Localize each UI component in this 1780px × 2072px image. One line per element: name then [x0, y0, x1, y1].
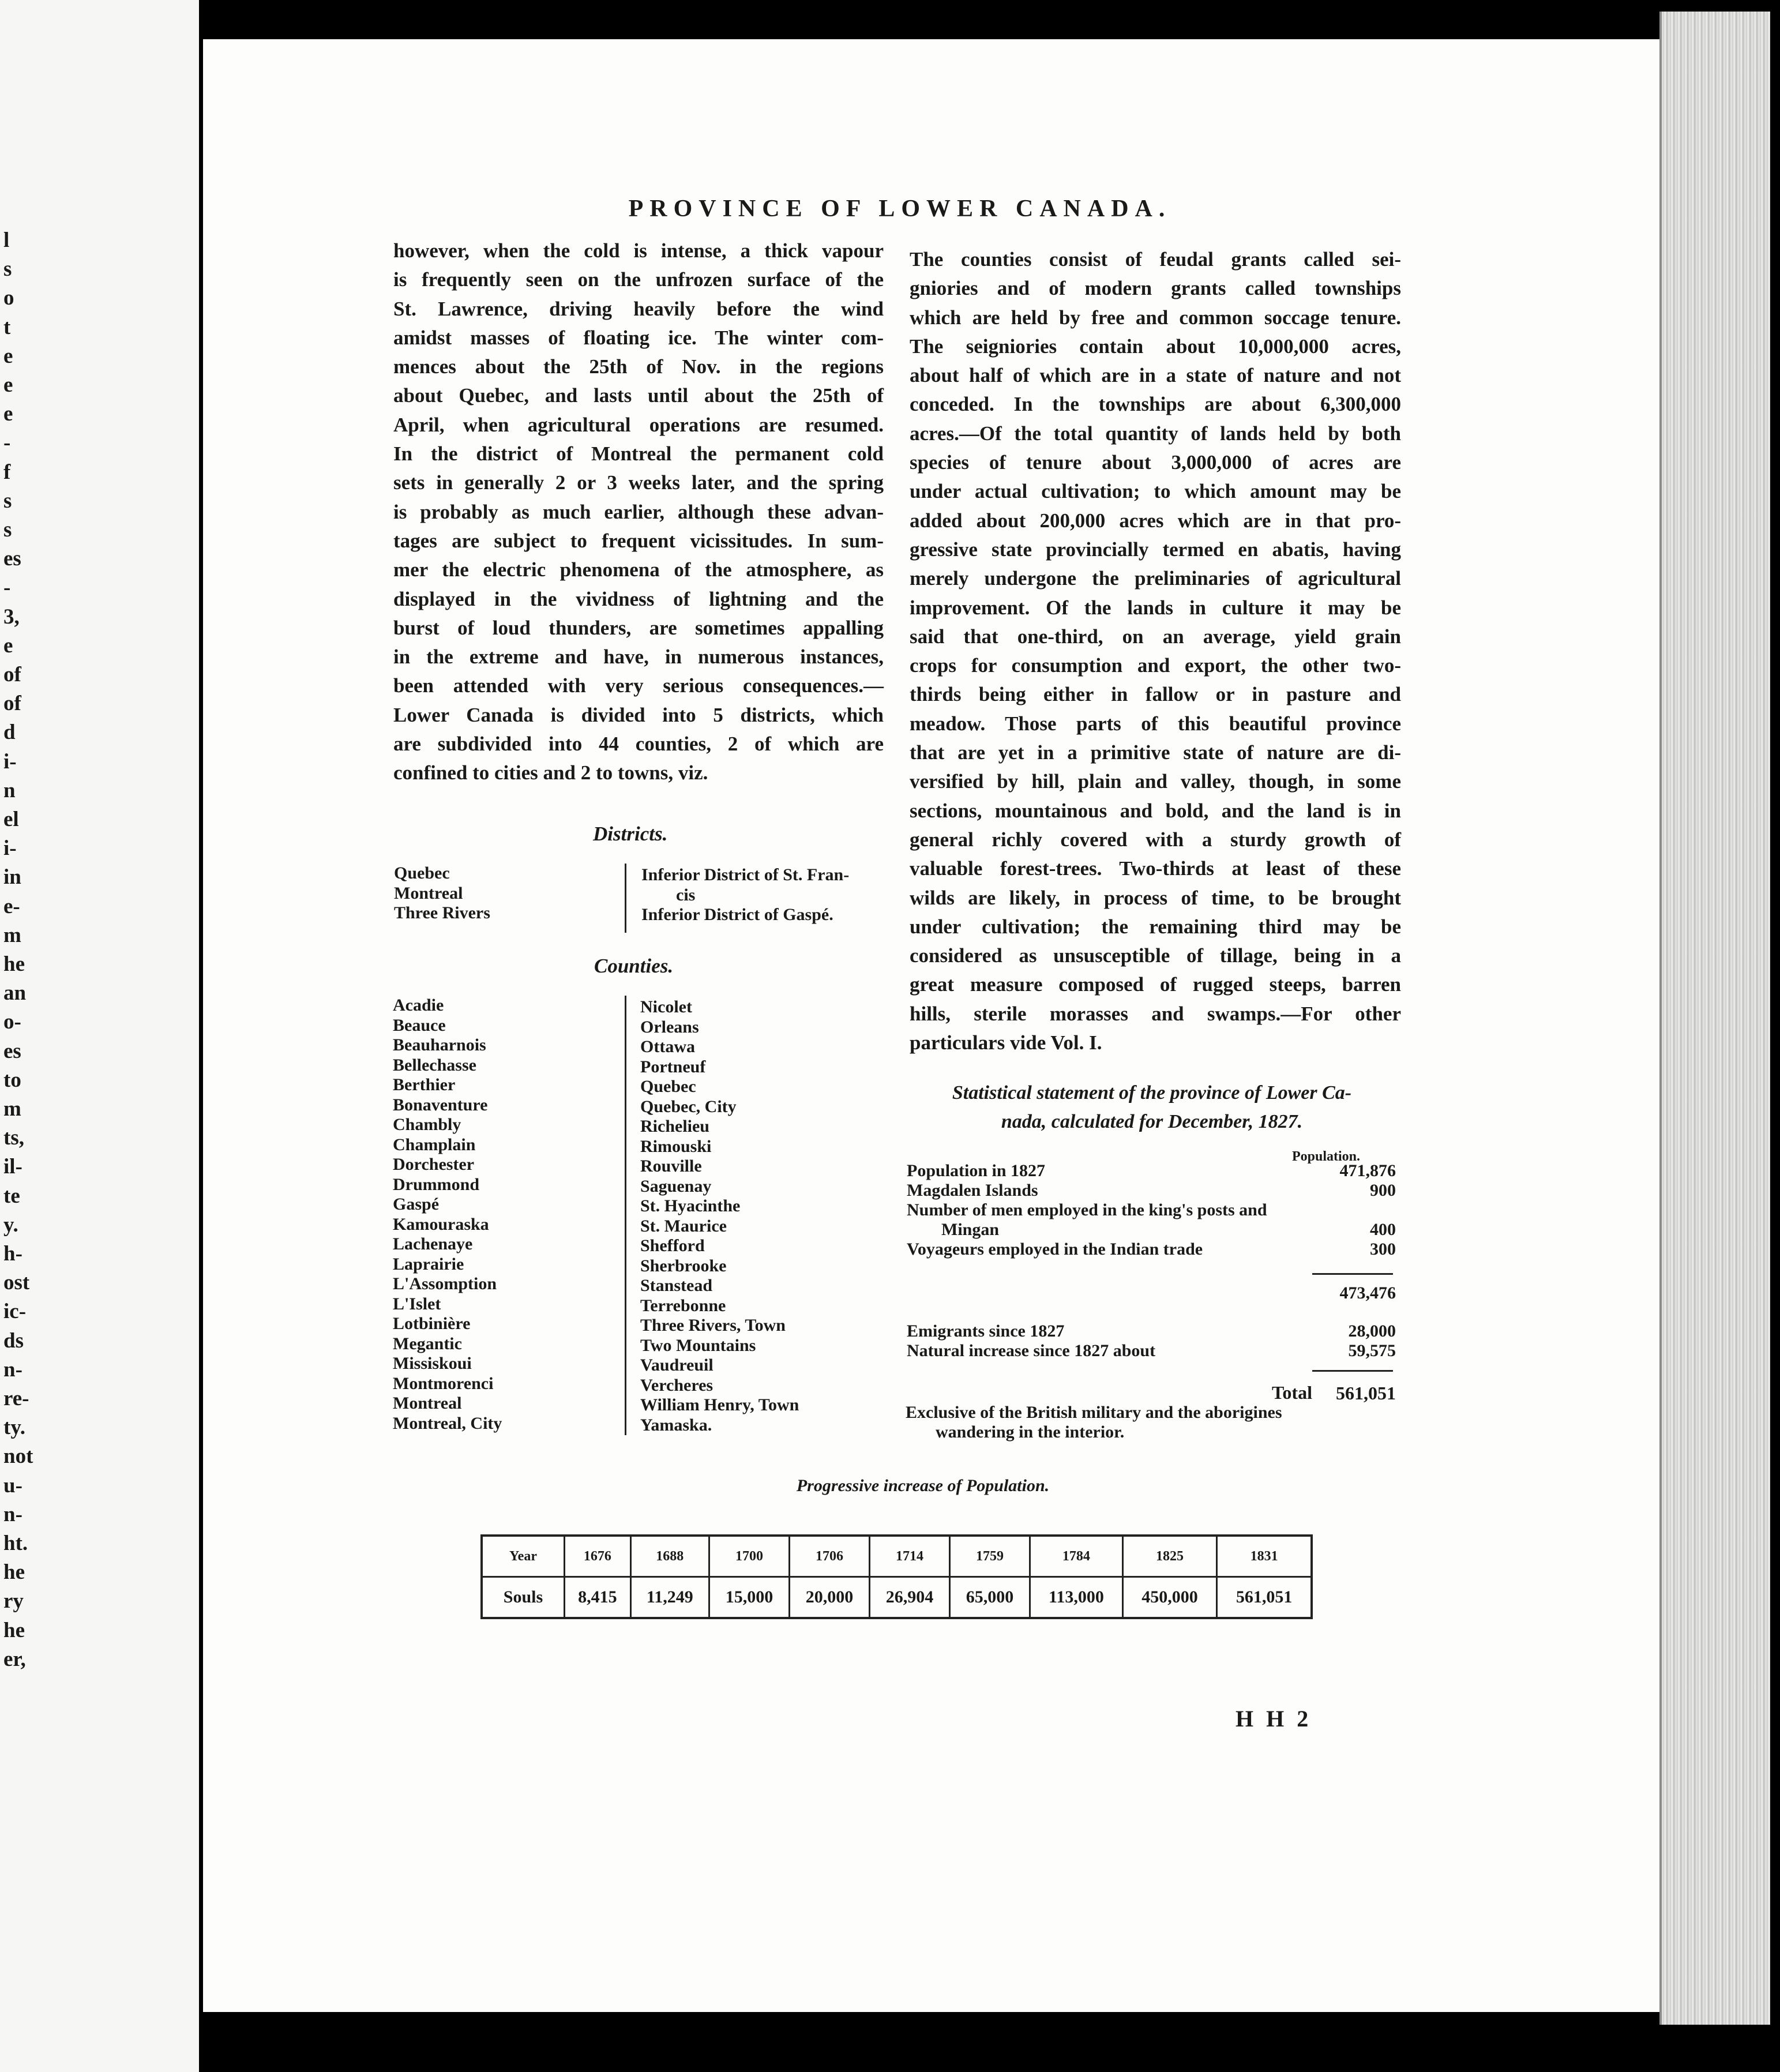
facing-page-fragment: -: [3, 576, 11, 600]
right-text-column: [910, 245, 1401, 1057]
stat-value-voyageurs: 300: [1370, 1240, 1396, 1259]
list-item: St. Hyacinthe: [640, 1196, 741, 1215]
districts-divider: [625, 864, 626, 933]
districts-list-right: [641, 865, 849, 925]
text-line: species of tenure about 3,000,000 of acres are: [910, 451, 1401, 474]
text-line: thirds being either in fallow or in pasture and: [910, 683, 1401, 706]
table-cell-souls-label: Souls: [503, 1587, 543, 1606]
list-item: cis: [676, 885, 696, 904]
districts-list-left: [394, 864, 490, 924]
facing-page-fragment: o-: [3, 1010, 21, 1034]
list-item: Quebec, City: [640, 1097, 737, 1116]
text-line: meadow. Those parts of this beautiful province: [910, 712, 1401, 735]
list-item: Richelieu: [640, 1117, 709, 1136]
table-cell-souls: 26,904: [870, 1577, 950, 1619]
list-item: Lachenaye: [393, 1234, 473, 1253]
list-item: Gaspé: [393, 1195, 440, 1214]
facing-page-fragment: s: [3, 489, 12, 513]
list-item: Nicolet: [640, 997, 692, 1016]
table-cell-year: 1831: [1217, 1536, 1312, 1577]
facing-page-fragment: el: [3, 808, 19, 831]
text-line: burst of loud thunders, are sometimes appalling: [393, 616, 884, 639]
facing-page-fragment: l: [3, 228, 10, 252]
list-item: Rouville: [640, 1157, 702, 1176]
stat-note-line2: wandering in the interior.: [936, 1422, 1125, 1442]
text-line: The counties consist of feudal grants called sei-: [910, 248, 1401, 271]
list-item: Kamouraska: [393, 1214, 489, 1234]
facing-page-fragment: s: [3, 518, 12, 542]
stat-label-mingan: Mingan: [941, 1220, 1000, 1239]
facing-page-fragment: 3,: [3, 605, 20, 629]
statistical-caption-line1: Statistical statement of the province of Lower Ca-: [952, 1082, 1352, 1103]
table-row-souls: [482, 1577, 1312, 1619]
text-line: displayed in the vividness of lightning and the: [393, 587, 884, 610]
text-line: in the extreme and have, in numerous instances,: [393, 645, 884, 669]
facing-page-fragment: he: [3, 952, 25, 976]
list-item: Vaudreuil: [640, 1356, 713, 1375]
text-line: versified by hill, plain and valley, though, in some: [910, 770, 1401, 793]
text-line: amidst masses of floating ice. The winter com-: [393, 326, 884, 349]
list-item: Laprairie: [393, 1254, 464, 1274]
list-item: Megantic: [393, 1334, 462, 1353]
text-line: mences about the 25th of Nov. in the regions: [393, 355, 884, 378]
text-line: which are held by free and common soccage tenure.: [910, 306, 1401, 329]
facing-page-fragment: m: [3, 923, 21, 947]
facing-page-fragment: m: [3, 1097, 21, 1121]
statistical-caption: [907, 1079, 1397, 1136]
progressive-increase-title: Progressive increase of Population.: [796, 1476, 1050, 1495]
text-line: however, when the cold is intense, a thick vapour: [393, 239, 884, 262]
text-line: Lower Canada is divided into 5 districts, which: [393, 703, 884, 726]
text-line: great measure composed of rugged steeps, barren: [910, 973, 1401, 996]
facing-page-fragment: an: [3, 981, 27, 1005]
text-line: In the district of Montreal the permanent cold: [393, 442, 884, 466]
facing-page-fragment: n-: [3, 1357, 22, 1382]
facing-page-fragment: in: [3, 865, 21, 889]
table-cell-souls: 11,249: [630, 1577, 709, 1619]
stat-label-population: Population in 1827: [907, 1161, 1046, 1180]
text-line: valuable forest-trees. Two-thirds at least of these: [910, 857, 1401, 880]
table-cell-year-label: Year: [482, 1536, 565, 1577]
list-item: Sherbrooke: [640, 1256, 727, 1275]
facing-page-fragment: d: [3, 720, 16, 745]
stat-value-emigrants: 28,000: [1348, 1322, 1396, 1341]
districts-heading: Districts.: [593, 823, 668, 845]
facing-page-fragment: es: [3, 1039, 21, 1063]
list-item: Portneuf: [640, 1057, 706, 1076]
stat-label-voyageurs: Voyageurs employed in the Indian trade: [907, 1240, 1203, 1259]
text-line: crops for consumption and export, the other two-: [910, 654, 1401, 677]
text-line: gressive state provincially termed en abatis, having: [910, 538, 1401, 561]
list-item: Beauce: [393, 1015, 446, 1035]
text-line: is frequently seen on the unfrozen surface of the: [393, 268, 884, 291]
table-cell-souls: 8,415: [565, 1577, 631, 1619]
facing-page-fragment: e: [3, 633, 13, 658]
counties-heading: Counties.: [594, 955, 674, 977]
stat-label-kings-posts: Number of men employed in the king's posts and: [907, 1200, 1267, 1219]
facing-page-fragment: ost: [3, 1271, 30, 1295]
list-item: L'Assomption: [393, 1274, 497, 1293]
list-item: Stanstead: [640, 1276, 713, 1295]
table-cell-year: 1688: [630, 1536, 709, 1577]
table-cell-souls: 65,000: [950, 1577, 1030, 1619]
table-cell-souls: 561,051: [1217, 1577, 1312, 1619]
stat-label-natural-increase: Natural increase since 1827 about: [907, 1341, 1156, 1360]
stat-value-natural-increase: 59,575: [1348, 1341, 1396, 1360]
facing-page-fragment: u-: [3, 1473, 22, 1497]
table-cell-souls: 450,000: [1122, 1577, 1216, 1619]
facing-page-fragment: te: [3, 1184, 20, 1208]
facing-page-fragment: er,: [3, 1647, 26, 1671]
list-item: Quebec: [640, 1077, 696, 1096]
list-item: Saguenay: [640, 1176, 712, 1196]
facing-page-fragment: h-: [3, 1242, 22, 1266]
text-line: conceded. In the townships are about 6,300,000: [910, 393, 1401, 416]
facing-page-fragment: es: [3, 547, 21, 571]
facing-page-fragment: e: [3, 344, 13, 368]
population-table: [480, 1534, 1313, 1619]
text-line: about half of which are in a state of nature and not: [910, 364, 1401, 387]
facing-page-fragment: y.: [3, 1213, 18, 1237]
text-line: wilds are likely, in process of time, to be brought: [910, 886, 1401, 909]
list-item: St. Maurice: [640, 1216, 727, 1236]
facing-page-fragment: i-: [3, 836, 17, 861]
list-item: Montreal: [394, 883, 463, 903]
facing-page-fragment: o: [3, 286, 14, 310]
text-line: April, when agricultural operations are resumed.: [393, 413, 884, 436]
list-item: Three Rivers: [394, 903, 490, 922]
facing-page-fragment: f: [3, 460, 11, 484]
list-item: Vercheres: [640, 1375, 713, 1395]
list-item: William Henry, Town: [640, 1395, 799, 1414]
list-item: Montmorenci: [393, 1373, 494, 1393]
table-cell-souls: 113,000: [1030, 1577, 1123, 1619]
stat-label-emigrants: Emigrants since 1827: [907, 1322, 1065, 1341]
table-cell-year: 1706: [789, 1536, 869, 1577]
text-line: under actual cultivation; to which amount may be: [910, 480, 1401, 503]
facing-page-fragment: e: [3, 373, 13, 397]
list-item: Quebec: [394, 864, 450, 883]
facing-page-fragment: not: [3, 1444, 33, 1469]
stat-total-value: 561,051: [1336, 1383, 1396, 1403]
list-item: Inferior District of St. Fran-: [641, 865, 850, 884]
table-row-years: [482, 1536, 1312, 1577]
facing-page-fragment: ty.: [3, 1416, 26, 1440]
stat-note-line1: Exclusive of the British military and the aborigines: [906, 1403, 1282, 1422]
facing-page-fragment: e: [3, 402, 13, 426]
text-line: general richly covered with a sturdy growth of: [910, 828, 1401, 851]
list-item: Acadie: [393, 996, 444, 1015]
list-item: Dorchester: [393, 1155, 475, 1174]
stat-value-magdalen: 900: [1370, 1181, 1396, 1200]
list-item: Rimouski: [640, 1136, 712, 1156]
stat-value-mingan: 400: [1370, 1220, 1396, 1239]
list-item: Drummond: [393, 1174, 480, 1194]
list-item: Three Rivers, Town: [640, 1316, 786, 1335]
facing-page-fragment: e-: [3, 894, 20, 918]
running-header: PROVINCE OF LOWER CANADA.: [628, 196, 1171, 222]
list-item: L'Islet: [393, 1294, 441, 1313]
text-line: particulars vide Vol. I.: [910, 1031, 1102, 1054]
list-item: Missiskoui: [393, 1354, 472, 1373]
list-item: Terrebonne: [640, 1296, 726, 1315]
list-item: Berthier: [393, 1075, 456, 1094]
facing-page-fragment: ht.: [3, 1532, 28, 1555]
list-item: Yamaska.: [640, 1415, 712, 1435]
total-rule: [1312, 1370, 1393, 1372]
facing-page-fragment: he: [3, 1618, 25, 1642]
statistical-caption-line2: nada, calculated for December, 1827.: [1001, 1111, 1303, 1132]
facing-page-fragment: ic-: [3, 1300, 27, 1324]
counties-list-right: [640, 997, 799, 1435]
facing-page-fragment: of: [3, 663, 21, 686]
table-cell-souls: 20,000: [789, 1577, 869, 1619]
list-item: Two Mountains: [640, 1335, 756, 1355]
list-item: Chambly: [393, 1115, 461, 1134]
list-item: Montreal, City: [393, 1413, 502, 1433]
facing-page-fragment: i-: [3, 749, 17, 774]
subtotal-rule: [1312, 1273, 1393, 1275]
text-line: sets in generally 2 or 3 weeks later, and the spring: [393, 471, 884, 494]
list-item: Ottawa: [640, 1037, 695, 1056]
facing-page-fragment: of: [3, 692, 21, 716]
list-item: Champlain: [393, 1135, 476, 1154]
list-item: Inferior District of Gaspé.: [641, 905, 833, 924]
text-line: St. Lawrence, driving heavily before the wind: [393, 297, 884, 320]
facing-page-fragment: il-: [3, 1155, 22, 1179]
facing-page-fragment: ds: [3, 1328, 24, 1353]
table-cell-year: 1759: [950, 1536, 1030, 1577]
text-line: acres.—Of the total quantity of lands held by both: [910, 422, 1401, 445]
list-item: Montreal: [393, 1394, 462, 1413]
table-cell-year: 1825: [1122, 1536, 1216, 1577]
list-item: Bellechasse: [393, 1055, 476, 1075]
population-column-header: Population.: [1292, 1149, 1361, 1164]
text-line: gniories and of modern grants called townships: [910, 277, 1401, 300]
stat-total-label: Total: [1272, 1382, 1312, 1403]
text-line: are subdivided into 44 counties, 2 of which are: [393, 733, 884, 756]
stat-subtotal: 473,476: [1339, 1283, 1396, 1302]
stat-label-magdalen: Magdalen Islands: [907, 1181, 1038, 1200]
list-item: Lotbinière: [393, 1314, 471, 1333]
table-cell-year: 1784: [1030, 1536, 1123, 1577]
facing-page-fragment: n-: [3, 1502, 22, 1526]
list-item: Orleans: [640, 1017, 699, 1037]
facing-page-fragment: re-: [3, 1387, 29, 1410]
text-line: is probably as much earlier, although these advan-: [393, 500, 884, 523]
text-line: The seigniories contain about 10,000,000 acres,: [910, 335, 1401, 358]
text-line: considered as unsusceptible of tillage, being in a: [910, 944, 1401, 967]
text-line: that are yet in a primitive state of nature are di-: [910, 741, 1401, 764]
counties-divider: [625, 996, 626, 1435]
text-line: merely undergone the preliminaries of agricultural: [910, 567, 1401, 590]
list-item: Beauharnois: [393, 1035, 486, 1054]
table-cell-year: 1714: [870, 1536, 950, 1577]
text-line: mer the electric phenomena of the atmosphere, as: [393, 558, 884, 581]
stat-value-population: 471,876: [1339, 1161, 1396, 1180]
signature-mark: H H 2: [1236, 1706, 1312, 1732]
table-cell-souls: 15,000: [709, 1577, 789, 1619]
table-cell-year: 1700: [709, 1536, 789, 1577]
facing-page-fragment: ts,: [3, 1126, 24, 1150]
text-line: confined to cities and 2 to towns, viz.: [393, 761, 708, 784]
text-line: said that one-third, on an average, yield grain: [910, 625, 1401, 648]
facing-page-edge: [0, 0, 199, 2072]
text-line: sections, mountainous and bold, and the land is in: [910, 799, 1401, 822]
facing-page-fragment: -: [3, 431, 11, 455]
page-stack-edge: [1659, 12, 1770, 2025]
text-line: added about 200,000 acres which are in that pro-: [910, 509, 1401, 532]
table-cell-year: 1676: [565, 1536, 631, 1577]
facing-page-fragment: t: [3, 315, 11, 339]
text-line: under cultivation; the remaining third may be: [910, 915, 1401, 938]
facing-page-fragment: s: [3, 257, 12, 281]
facing-page-fragment: to: [3, 1068, 21, 1092]
left-text-column: [393, 237, 884, 788]
text-line: tages are subject to frequent vicissitudes. In sum-: [393, 529, 884, 552]
facing-page-fragment: ry: [3, 1589, 24, 1613]
text-line: about Quebec, and lasts until about the 25th of: [393, 384, 884, 407]
text-line: hills, sterile morasses and swamps.—For other: [910, 1002, 1401, 1025]
list-item: Bonaventure: [393, 1095, 488, 1114]
list-item: Shefford: [640, 1236, 705, 1255]
counties-list-left: [393, 996, 502, 1433]
text-line: been attended with very serious consequences.—: [393, 674, 884, 697]
facing-page-fragment: n: [3, 778, 16, 802]
facing-page-fragment: he: [3, 1560, 25, 1585]
text-line: improvement. Of the lands in culture it may be: [910, 596, 1401, 619]
